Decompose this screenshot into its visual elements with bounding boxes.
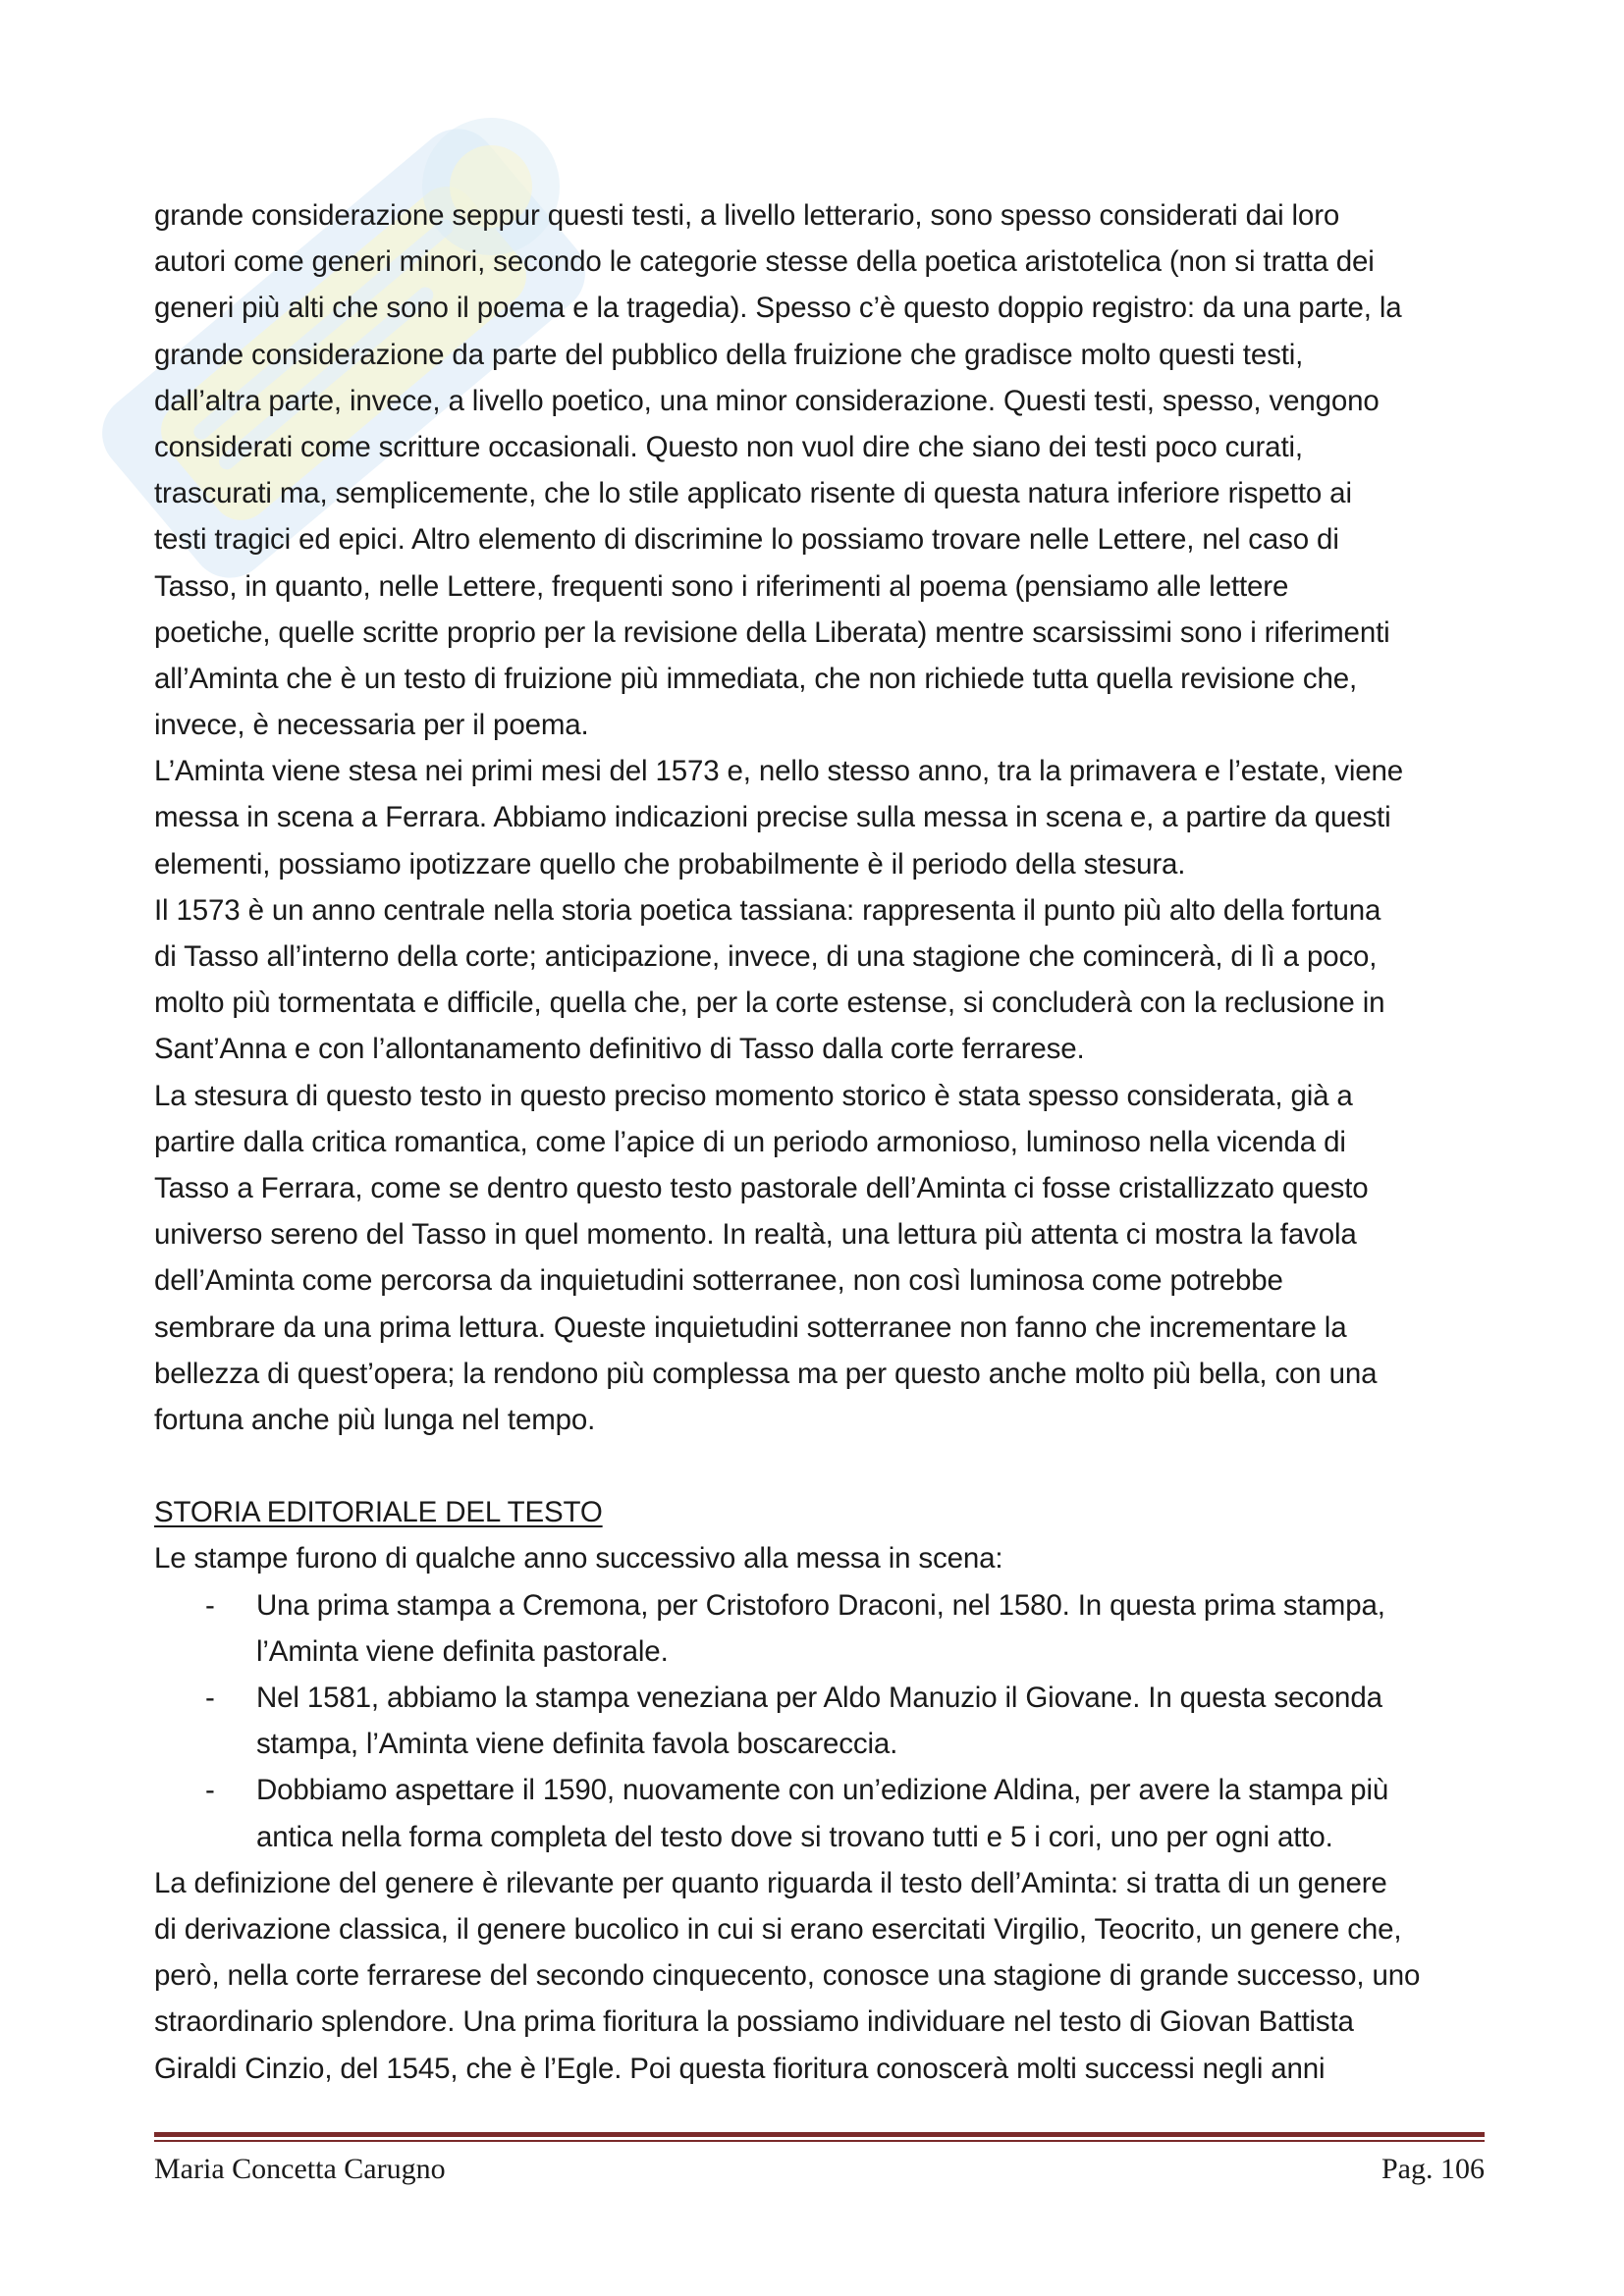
text-line: messa in scena a Ferrara. Abbiamo indicazioni precise sulla messa in scena e, a partire da questi: [154, 801, 1391, 834]
text-line: Sant’Anna e con l’allontanamento definitivo di Tasso dalla corte ferrarese.: [154, 1033, 1085, 1066]
section-heading: STORIA EDITORIALE DEL TESTO: [154, 1496, 603, 1529]
list-item-text: Dobbiamo aspettare il 1590, nuovamente con un’edizione Aldina, per avere la stampa più: [256, 1774, 1389, 1807]
paragraph-block-2: [154, 1860, 1485, 2092]
footer-author: Maria Concetta Carugno: [154, 2153, 446, 2185]
text-line: di Tasso all’interno della corte; anticipazione, invece, di una stagione che comincerà, di lì a poco,: [154, 940, 1378, 973]
text-line: grande considerazione da parte del pubblico della fruizione che gradisce molto questi testi,: [154, 338, 1304, 371]
text-line: Giraldi Cinzio, del 1545, che è l’Egle. Poi questa fioritura conoscerà molti successi negli anni: [154, 2052, 1326, 2085]
text-line: generi più alti che sono il poema e la tragedia). Spesso c’è questo doppio registro: da una parte, la: [154, 292, 1402, 325]
page-body: [154, 192, 1485, 2092]
list-item: [154, 1767, 1485, 1813]
text-line: dall’altra parte, invece, a livello poetico, una minor considerazione. Questi testi, spesso, vengono: [154, 384, 1380, 417]
text-line: bellezza di quest’opera; la rendono più complessa ma per questo anche molto più bella, con una: [154, 1357, 1378, 1390]
bullet-dash: -: [205, 1774, 215, 1807]
text-line: Il 1573 è un anno centrale nella storia poetica tassiana: rappresenta il punto più alto della fortuna: [154, 893, 1381, 927]
text-line: all’Aminta che è un testo di fruizione più immediata, che non richiede tutta quella revisione che,: [154, 662, 1358, 695]
bullet-dash: -: [205, 1682, 215, 1714]
text-line: fortuna anche più lunga nel tempo.: [154, 1403, 596, 1436]
bullet-list: [154, 1582, 1485, 1860]
list-item-continuation: l’Aminta viene definita pastorale.: [256, 1634, 669, 1668]
text-line: Tasso, in quanto, nelle Lettere, frequenti sono i riferimenti al poema (pensiamo alle lettere: [154, 569, 1289, 603]
text-line: dell’Aminta come percorsa da inquietudini sotterranee, non così luminosa come potrebbe: [154, 1264, 1283, 1298]
text-line: straordinario splendore. Una prima fioritura la possiamo individuare nel testo di Giovan Battista: [154, 2005, 1354, 2039]
text-line: molto più tormentata e difficile, quella che, per la corte estense, si concluderà con la reclusione in: [154, 987, 1385, 1020]
text-line: di derivazione classica, il genere bucolico in cui si erano esercitati Virgilio, Teocrito, un genere che,: [154, 1912, 1402, 1946]
text-line: invece, è necessaria per il poema.: [154, 709, 589, 742]
text-line: elementi, possiamo ipotizzare quello che probabilmente è il periodo della stesura.: [154, 847, 1186, 881]
text-line: grande considerazione seppur questi testi, a livello letterario, sono spesso considerati dai loro: [154, 199, 1340, 232]
list-item-continuation: stampa, l’Aminta viene definita favola boscareccia.: [256, 1728, 898, 1761]
bullet-dash: -: [205, 1588, 215, 1622]
text-line: La stesura di questo testo in questo preciso momento storico è stata spesso considerata, già a: [154, 1079, 1353, 1112]
list-item-text: Nel 1581, abbiamo la stampa veneziana per Aldo Manuzio il Giovane. In questa seconda: [256, 1682, 1382, 1714]
text-line: autori come generi minori, secondo le categorie stesse della poetica aristotelica (non si tratta dei: [154, 245, 1375, 279]
list-item-continuation: antica nella forma completa del testo dove si trovano tutti e 5 i cori, uno per ogni atto.: [256, 1820, 1333, 1853]
text-line: testi tragici ed epici. Altro elemento di discrimine lo possiamo trovare nelle Lettere, nel caso di: [154, 523, 1339, 557]
intro-line: Le stampe furono di qualche anno successivo alla messa in scena:: [154, 1542, 1003, 1575]
spacer: [154, 1443, 1485, 1489]
text-line: La definizione del genere è rilevante per quanto riguarda il testo dell’Aminta: si tratta di un genere: [154, 1866, 1387, 1899]
text-line: poetiche, quelle scritte proprio per la revisione della Liberata) mentre scarsissimi sono i riferimenti: [154, 615, 1390, 649]
paragraph-block-1: [154, 192, 1485, 1443]
text-line: universo sereno del Tasso in quel momento. In realtà, una lettura più attenta ci mostra la favola: [154, 1218, 1357, 1252]
page-footer: [154, 2148, 1485, 2191]
list-item-text: Una prima stampa a Cremona, per Cristoforo Draconi, nel 1580. In questa prima stampa,: [256, 1588, 1385, 1622]
footer-rule-thin: [154, 2140, 1485, 2142]
text-line: Tasso a Ferrara, come se dentro questo testo pastorale dell’Aminta ci fosse cristallizzato questo: [154, 1171, 1369, 1204]
list-item: [154, 1675, 1485, 1721]
text-line: però, nella corte ferrarese del secondo cinquecento, conosce una stagione di grande successo, uno: [154, 1959, 1421, 1993]
text-line: sembrare da una prima lettura. Queste inquietudini sotterranee non fanno che incrementare la: [154, 1310, 1347, 1344]
page-number: Pag. 106: [1381, 2153, 1485, 2185]
text-line: partire dalla critica romantica, come l’apice di un periodo armonioso, luminoso nella vicenda di: [154, 1125, 1346, 1158]
text-line: considerati come scritture occasionali. Questo non vuol dire che siano dei testi poco curati,: [154, 430, 1303, 463]
footer-rule: [154, 2132, 1485, 2137]
list-item: [154, 1582, 1485, 1629]
text-line: trascurati ma, semplicemente, che lo stile applicato risente di questa natura inferiore rispetto ai: [154, 477, 1352, 510]
text-line: L’Aminta viene stesa nei primi mesi del 1573 e, nello stesso anno, tra la primavera e l’estate, viene: [154, 755, 1404, 788]
